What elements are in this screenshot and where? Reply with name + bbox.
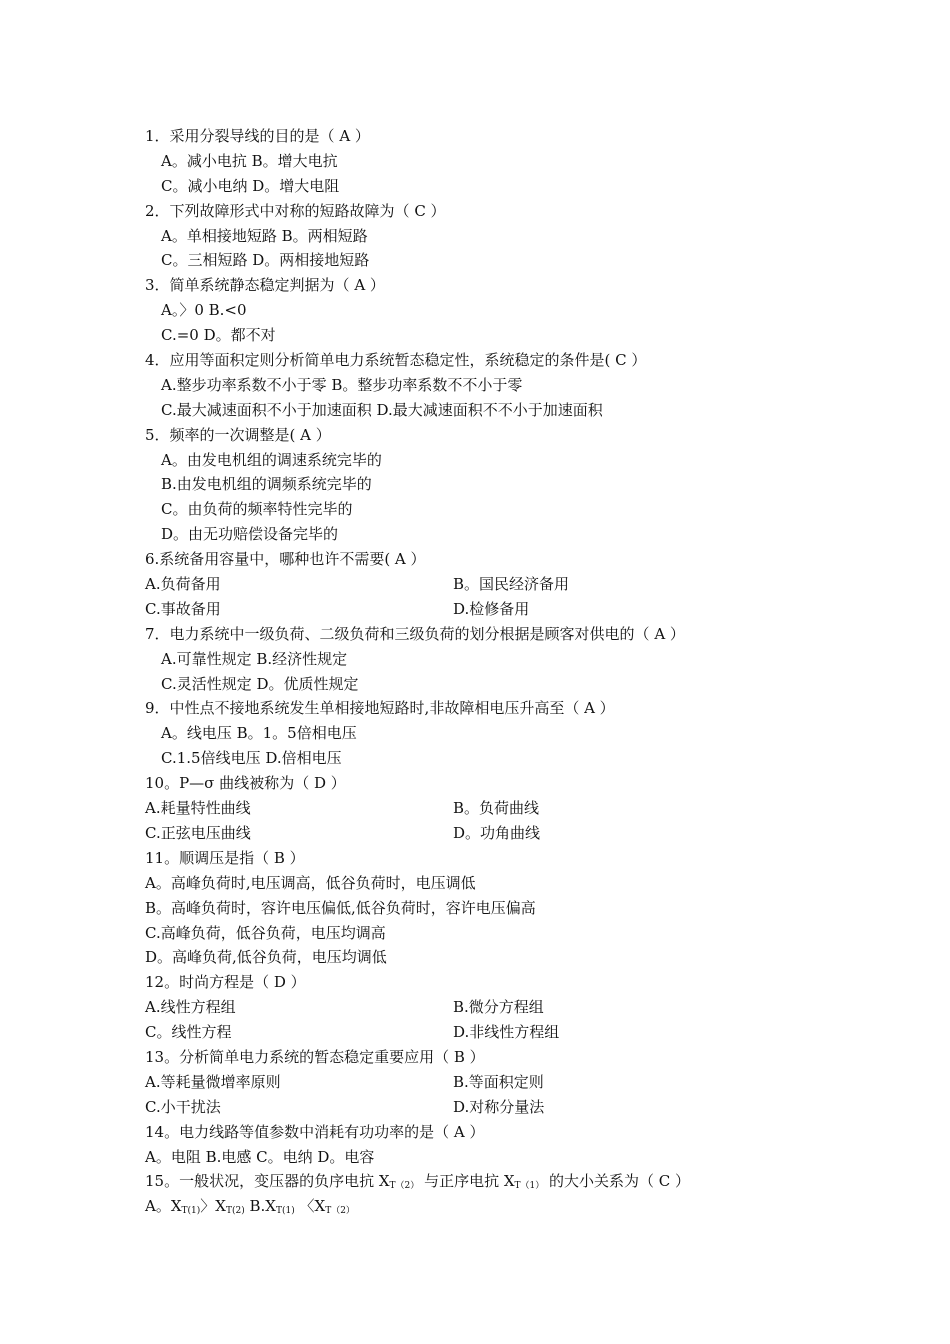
document-line <box>145 497 865 522</box>
document-line <box>145 597 865 622</box>
document-line <box>145 348 865 373</box>
q15-option-text: 〉X <box>200 1197 226 1216</box>
line-text: C.=0 D。都不对 <box>161 326 276 345</box>
line-text: C.正弦电压曲线 <box>145 823 251 842</box>
line-text: A。由发电机组的调速系统完毕的 <box>161 450 382 469</box>
line-text: A.整步功率系数不小于零 B。整步功率系数不不小于零 <box>161 375 523 394</box>
line-text: A.线性方程组 <box>145 998 236 1017</box>
q15-subscript: T(1) <box>181 1206 201 1217</box>
document-line <box>145 298 865 323</box>
line-text: 14。电力线路等值参数中消耗有功功率的是（ A ） <box>145 1122 485 1141</box>
q15-option-text: B.X <box>244 1197 276 1216</box>
line-second-column: D.对称分量法 <box>453 1097 545 1116</box>
document-line <box>145 871 865 896</box>
document-line <box>145 896 865 921</box>
document-line <box>145 1145 865 1170</box>
document-line <box>145 373 865 398</box>
line-text: 9．中性点不接地系统发生单相接地短路时,非故障相电压升高至（ A ） <box>145 699 615 718</box>
q15-stem-text: 的大小关系为（ C ） <box>549 1172 691 1191</box>
document-line <box>145 647 865 672</box>
line-text: C。三相短路 D。两相接地短路 <box>161 251 370 270</box>
question-list <box>145 124 865 1219</box>
line-text: 11。顺调压是指（ B ） <box>145 848 305 867</box>
line-text: 5．频率的一次调整是( A ） <box>145 425 331 444</box>
line-text: C。线性方程 <box>145 1023 232 1042</box>
document-line <box>145 771 865 796</box>
q15-subscript: T（2） <box>389 1181 420 1192</box>
document-line <box>145 1045 865 1070</box>
line-text: 4．应用等面积定则分析简单电力系统暂态稳定性，系统稳定的条件是( C ） <box>145 351 647 370</box>
document-line <box>145 472 865 497</box>
q15-subscript: T(1) <box>275 1206 295 1217</box>
line-text: C.最大减速面积不小于加速面积 D.最大减速面积不不小于加速面积 <box>161 400 603 419</box>
line-second-column: D.非线性方程组 <box>453 1023 560 1042</box>
line-text: C.小干扰法 <box>145 1097 221 1116</box>
line-text: C。减小电纳 D。增大电阻 <box>161 176 340 195</box>
document-line <box>145 149 865 174</box>
line-text: A。电阻 B.电感 C。电纳 D。电容 <box>145 1147 375 1166</box>
line-text: A.可靠性规定 B.经济性规定 <box>161 649 348 668</box>
line-text: B。高峰负荷时，容许电压偏低,低谷负荷时，容许电压偏高 <box>145 898 536 917</box>
line-text: B.由发电机组的调频系统完毕的 <box>161 475 372 494</box>
document-line <box>145 746 865 771</box>
document-line <box>145 1120 865 1145</box>
q15-subscript: T（1） <box>514 1181 545 1192</box>
document-line <box>145 945 865 970</box>
document-line <box>145 124 865 149</box>
q15-stem-text: 与正序电抗 X <box>424 1172 515 1191</box>
line-text: A.耗量特性曲线 <box>145 799 251 818</box>
document-line <box>145 1020 865 1045</box>
line-text: A。减小电抗 B。增大电抗 <box>161 151 338 170</box>
document-line <box>145 1095 865 1120</box>
line-text: A.负荷备用 <box>145 575 221 594</box>
line-second-column: D。功角曲线 <box>453 823 541 842</box>
line-text: C.高峰负荷，低谷负荷，电压均调高 <box>145 923 386 942</box>
line-text: 12。时尚方程是（ D ） <box>145 973 306 992</box>
q15-subscript: T(2) <box>225 1206 245 1217</box>
q15-option-text: A。X <box>145 1197 182 1216</box>
document-line <box>145 995 865 1020</box>
q15-stem-text: 15。一般状况，变压器的负序电抗 X <box>145 1172 390 1191</box>
document-line <box>145 273 865 298</box>
q15-subscript: T（2） <box>325 1206 355 1217</box>
document-line <box>145 448 865 473</box>
line-text: 2．下列故障形式中对称的短路故障为（ C ） <box>145 201 446 220</box>
document-line <box>145 821 865 846</box>
document-line <box>145 846 865 871</box>
document-line <box>145 323 865 348</box>
document-line <box>145 622 865 647</box>
line-text: C.1.5倍线电压 D.倍相电压 <box>161 749 342 768</box>
line-text: 10。P—σ 曲线被称为（ D ） <box>145 774 346 793</box>
question-15-stem <box>145 1169 865 1194</box>
document-line <box>145 1070 865 1095</box>
document-line <box>145 248 865 273</box>
line-second-column: B.微分方程组 <box>453 998 544 1017</box>
line-text: 7．电力系统中一级负荷、二级负荷和三级负荷的划分根据是顾客对供电的（ A ） <box>145 624 685 643</box>
document-line <box>145 199 865 224</box>
line-second-column: B。负荷曲线 <box>453 799 540 818</box>
document-line <box>145 696 865 721</box>
line-text: C.事故备用 <box>145 599 221 618</box>
document-line <box>145 224 865 249</box>
line-second-column: B。国民经济备用 <box>453 575 570 594</box>
document-line <box>145 547 865 572</box>
document-line <box>145 522 865 547</box>
document-line <box>145 921 865 946</box>
question-15-options <box>145 1194 865 1219</box>
document-line <box>145 398 865 423</box>
line-text: D。由无功赔偿设备完毕的 <box>161 525 339 544</box>
line-text: A。线电压 B。1。5倍相电压 <box>161 724 357 743</box>
document-line <box>145 796 865 821</box>
line-text: A。单相接地短路 B。两相短路 <box>161 226 368 245</box>
line-second-column: D.检修备用 <box>453 599 530 618</box>
line-text: 6.系统备用容量中，哪种也许不需要( A ） <box>145 550 426 569</box>
line-text: 13。分析简单电力系统的暂态稳定重要应用（ B ） <box>145 1047 485 1066</box>
line-text: A。高峰负荷时,电压调高，低谷负荷时，电压调低 <box>145 873 476 892</box>
line-text: C.灵活性规定 D。优质性规定 <box>161 674 359 693</box>
line-text: C。由负荷的频率特性完毕的 <box>161 500 353 519</box>
document-line <box>145 423 865 448</box>
document-line <box>145 970 865 995</box>
document-line <box>145 672 865 697</box>
line-second-column: B.等面积定则 <box>453 1072 544 1091</box>
document-line <box>145 572 865 597</box>
line-text: A.等耗量微增率原则 <box>145 1072 281 1091</box>
line-text: 3．简单系统静态稳定判据为（ A ） <box>145 276 385 295</box>
line-text: A。〉0 B.<0 <box>161 301 247 320</box>
line-text: D。高峰负荷,低谷负荷，电压均调低 <box>145 948 387 967</box>
line-text: 1．采用分裂导线的目的是（ A ） <box>145 127 370 145</box>
q15-option-text: 〈X <box>294 1197 326 1216</box>
document-line <box>145 174 865 199</box>
document-line <box>145 721 865 746</box>
